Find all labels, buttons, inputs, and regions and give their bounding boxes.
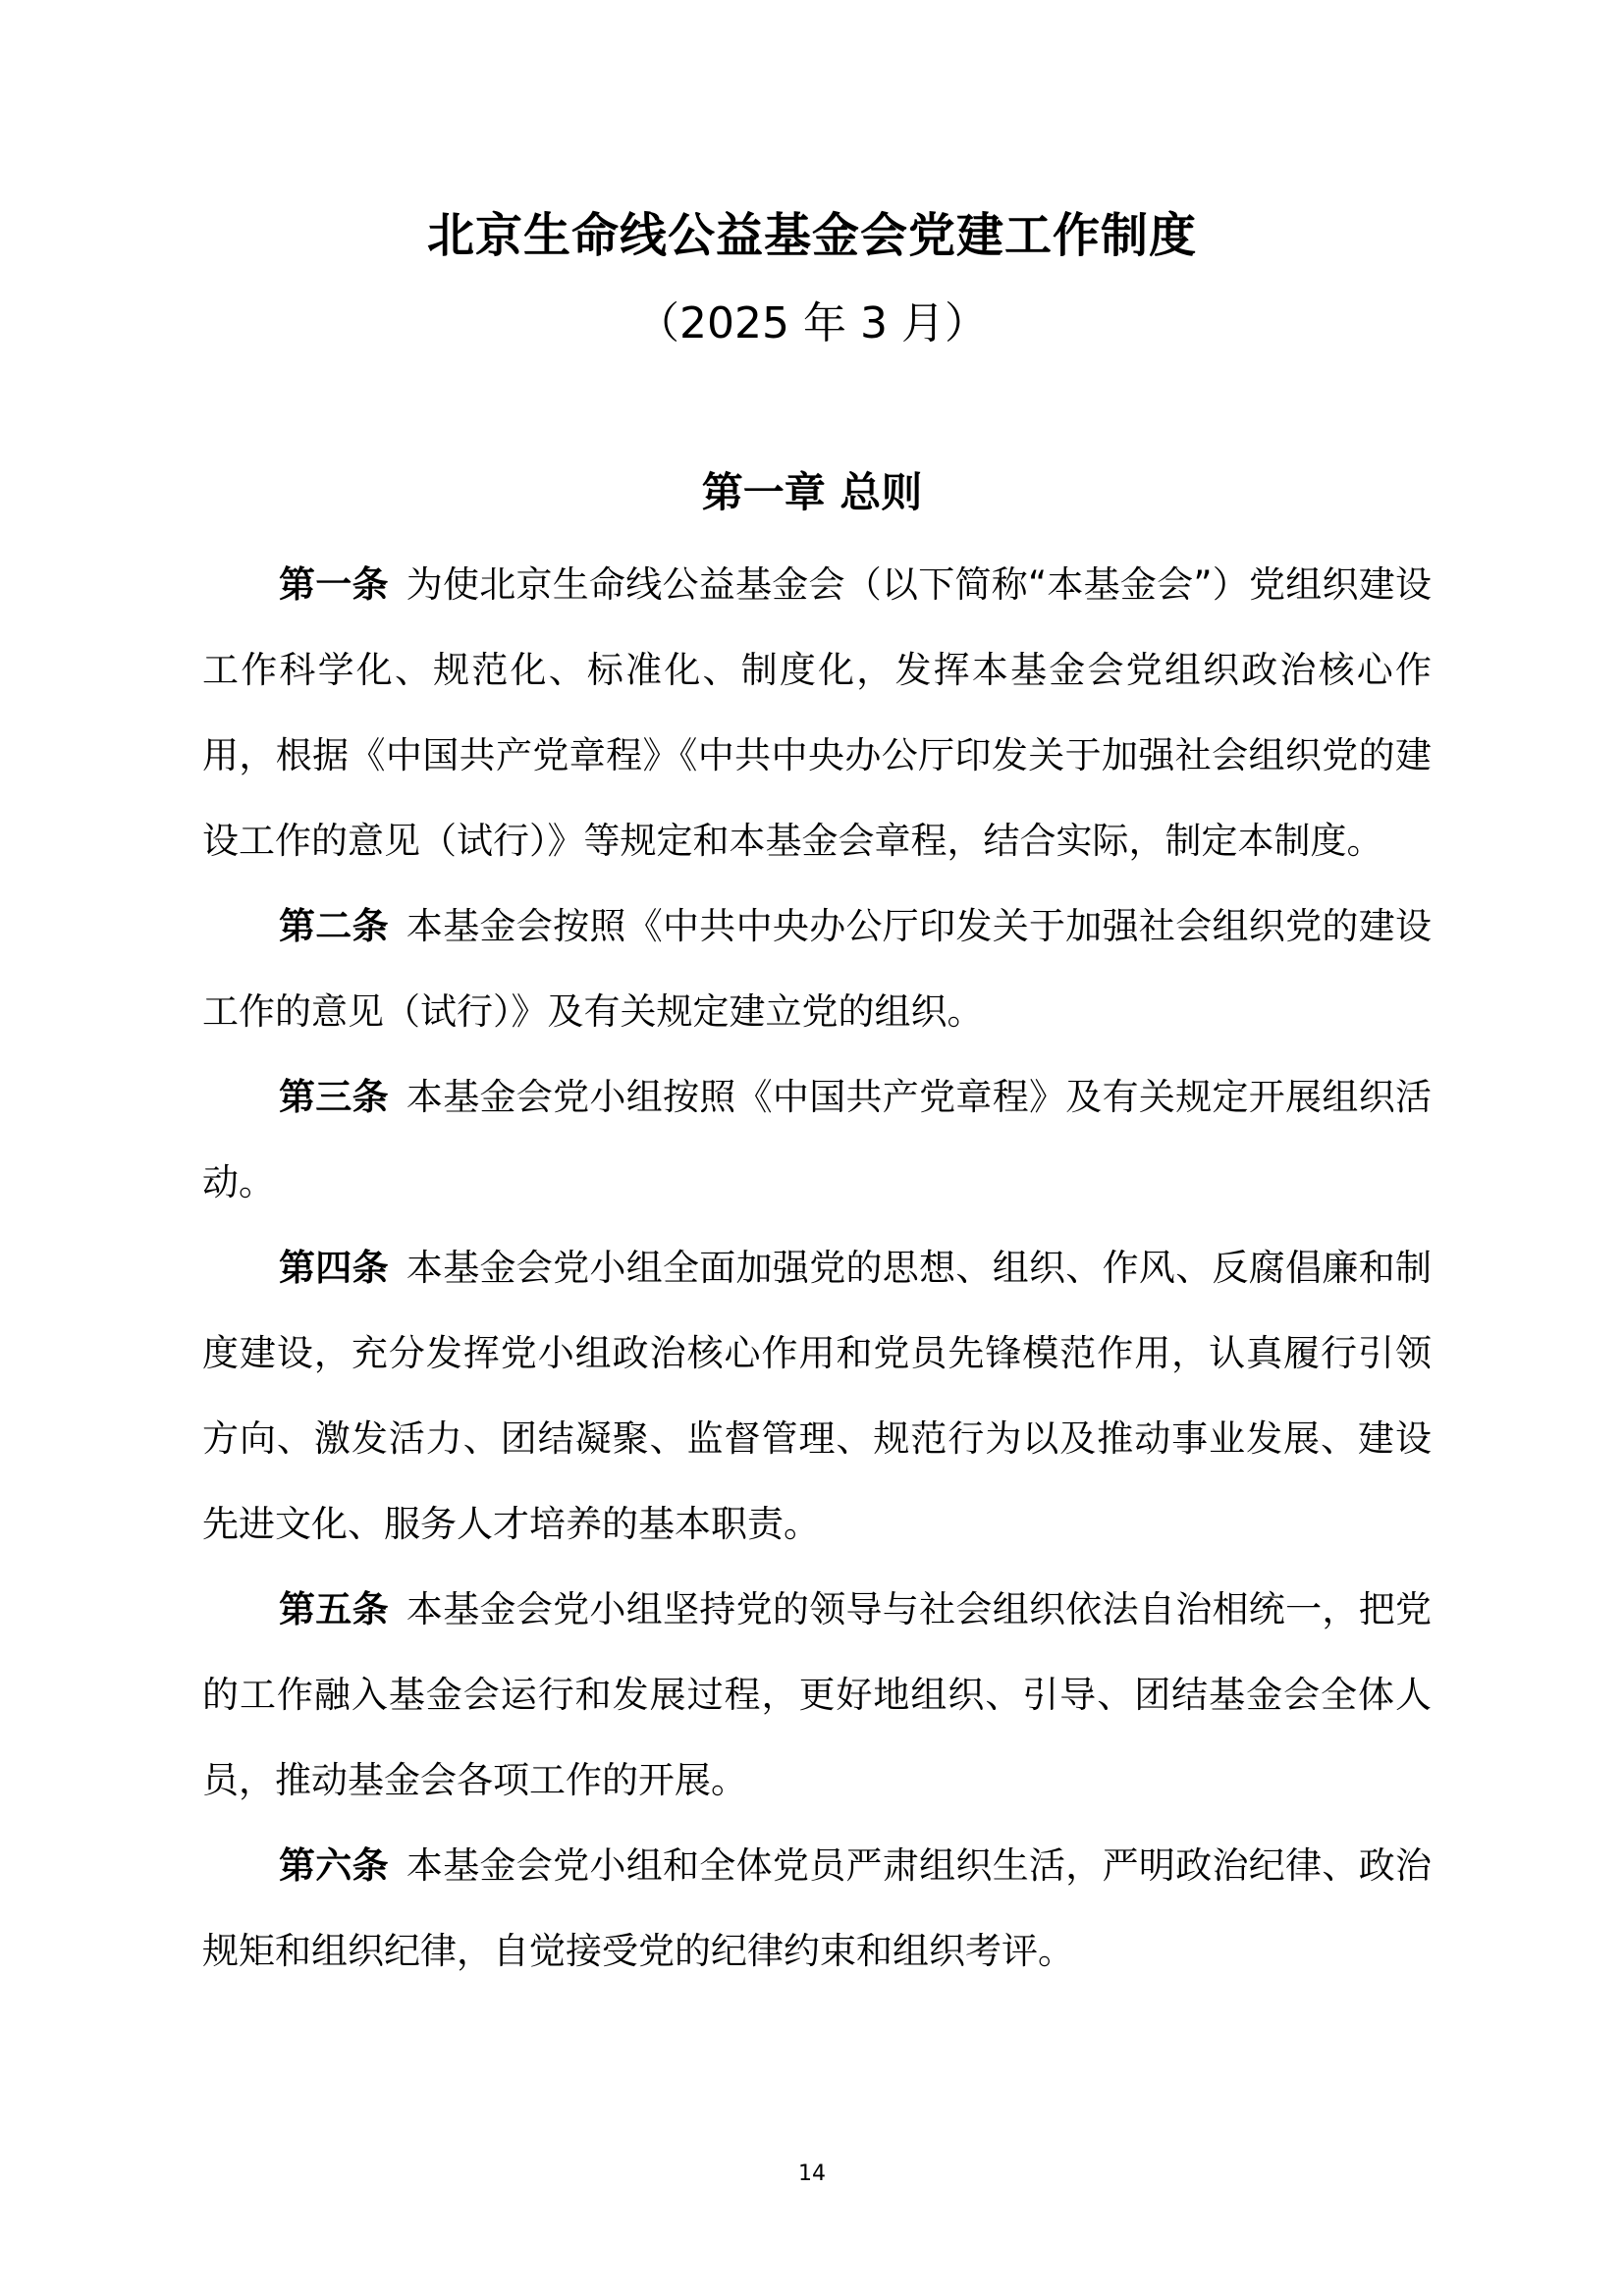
article-2 [202,883,1432,1054]
article-6-number: 第六条 [279,1844,389,1887]
article-3 [202,1054,1432,1225]
article-1 [202,542,1432,883]
article-5-number: 第五条 [279,1588,389,1630]
article-5 [202,1567,1432,1823]
article-4 [202,1225,1432,1567]
document-body [202,542,1432,1994]
article-4-number: 第四条 [279,1247,389,1289]
article-4-text: 本基金会党小组全面加强党的思想、组织、作风、反腐倡廉和制度建设，充分发挥党小组政治核心作用和党员先锋模范作用，认真履行引领方向、激发活力、团结凝聚、监督管理、规范行为以及推动事业发展、建设先进文化、服务人才培养的基本职责。 [202,1247,1433,1545]
article-2-text: 本基金会按照《中共中央办公厅印发关于加强社会组织党的建设工作的意见（试行）》及有关规定建立党的组织。 [202,905,1433,1033]
document-title: 北京生命线公益基金会党建工作制度 [426,208,1197,263]
page-number: 14 [798,2162,826,2186]
article-3-number: 第三条 [279,1076,389,1118]
article-3-text: 本基金会党小组按照《中国共产党章程》及有关规定开展组织活动。 [202,1076,1433,1203]
article-6-text: 本基金会党小组和全体党员严肃组织生活，严明政治纪律、政治规矩和组织纪律，自觉接受党的纪律约束和组织考评。 [202,1844,1433,1972]
article-6 [202,1823,1432,1994]
article-1-text: 为使北京生命线公益基金会（以下简称“本基金会”）党组织建设工作科学化、规范化、标准化、制度化，发挥本基金会党组织政治核心作用，根据《中国共产党章程》《中共中央办公厅印发关于加强社会组织党的建设工作的意见（试行）》等规定和本基金会章程，结合实际，制定本制度。 [202,563,1433,862]
article-2-number: 第二条 [279,905,389,947]
document-date: （2025 年 3 月） [636,298,988,348]
chapter-heading: 第一章 总则 [701,468,923,516]
article-1-number: 第一条 [279,563,389,606]
article-5-text: 本基金会党小组坚持党的领导与社会组织依法自治相统一，把党的工作融入基金会运行和发展过程，更好地组织、引导、团结基金会全体人员，推动基金会各项工作的开展。 [202,1588,1433,1801]
